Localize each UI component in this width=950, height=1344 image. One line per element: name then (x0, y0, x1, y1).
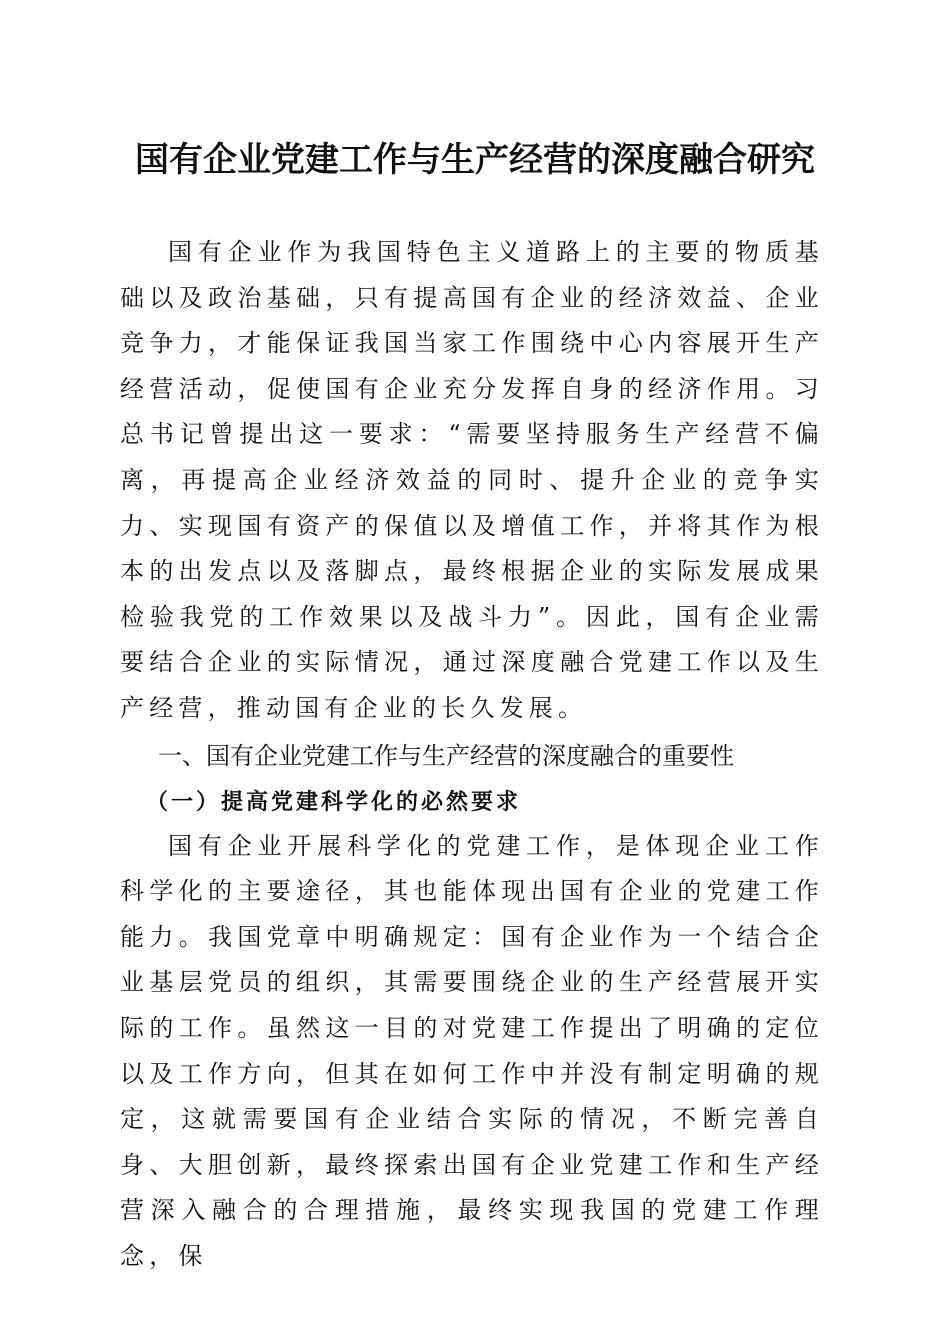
document-body (120, 230, 824, 1279)
subsection-1-paragraph: 国有企业开展科学化的党建工作，是体现企业工作科学化的主要途径，其也能体现出国有企业的党建工作能力。我国党章中明确规定：国有企业作为一个结合企业基层党员的组织，其需要围绕企业的生产经营展开实际的工作。虽然这一目的对党建工作提出了明确的定位以及工作方向，但其在如何工作中并没有制定明确的规定，这就需要国有企业结合实际的情况，不断完善自身、大胆创新，最终探索出国有企业党建工作和生产经营深入融合的合理措施，最终实现我国的党建工作理念，保 (120, 831, 824, 1270)
subsection-1-heading: （一）提高党建科学化的必然要求 (146, 788, 522, 815)
document-title: 国有企业党建工作与生产经营的深度融合研究 (135, 140, 815, 180)
intro-paragraph: 国有企业作为我国特色主义道路上的主要的物质基础以及政治基础，只有提高国有企业的经济效益、企业竞争力，才能保证我国当家工作围绕中心内容展开生产经营活动，促使国有企业充分发挥自身的经济作用。习总书记曾提出这一要求：“需要坚持服务生产经营不偏离，再提高企业经济效益的同时、提升企业的竞争实力、实现国有资产的保值以及增值工作，并将其作为根本的出发点以及落脚点，最终根据企业的实际发展成果检验我党的工作效果以及战斗力”。因此，国有企业需要结合企业的实际情况，通过深度融合党建工作以及生产经营，推动国有企业的长久发展。 (120, 238, 824, 722)
section-1-heading: 一、国有企业党建工作与生产经营的深度融合的重要性 (158, 741, 734, 770)
